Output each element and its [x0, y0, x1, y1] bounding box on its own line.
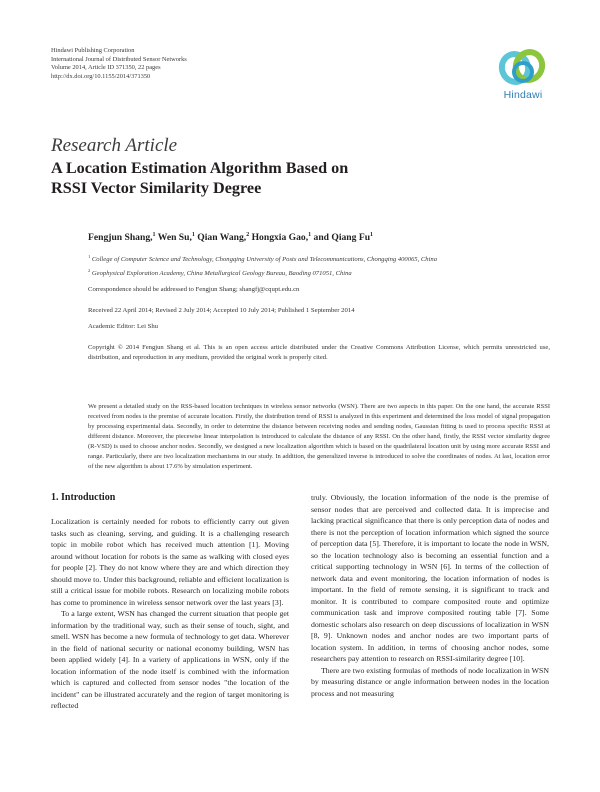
author-affil-mark: 2	[246, 232, 250, 238]
body-paragraph: To a large extent, WSN has changed the current situation that people get information by the traditional way, such as their sense of touch, sight, and smell. WSN has become a new formula of technology to get data. Wherever in the field of national security or national economy building, WSN has been applied widely [4]. In a variety of applications in WSN, only if the location information of the node itself is combined with the information which is captured and collected from sensor nodes "the location of the incident" can be illustrated accurately and the region of target monitoring is reflected	[51, 609, 289, 710]
article-dates: Received 22 April 2014; Revised 2 July 2014; Accepted 10 July 2014; Published 1 September 2014	[88, 307, 355, 314]
title-line: A Location Estimation Algorithm Based on	[51, 159, 349, 177]
author-name: Wen Su,	[157, 232, 192, 244]
article-type: Research Article	[51, 135, 178, 156]
hindawi-wordmark: Hindawi	[503, 89, 543, 101]
affiliations	[88, 252, 437, 279]
affil-number: 1	[88, 254, 91, 259]
paper-title	[51, 158, 348, 198]
copyright-notice: Copyright © 2014 Fengjun Shang et al. This is an open access article distributed under the Creative Commons Attribution License, which permits unrestricted use, distribution, and reproduction in any medium, provided the original work is properly cited.	[88, 344, 550, 361]
affil-number: 2	[88, 267, 91, 273]
author-name: Qian Wang,	[197, 232, 247, 244]
author-affil-mark: 1	[191, 232, 195, 238]
body-paragraph: truly. Obviously, the location information of the node is the premise of sensor nodes that are perceived and collected data. It is imprecise and lacking practical significance that there is only perception data of nodes and there is not the perception of location information which signed the source of perception data [5]. Therefore, it is important to locate the node in WSN, so the location technology also is becoming an essential function and a critical supporting technology in WSN [6]. In terms of the collection of network data and event monitoring, the location information of nodes is important. In the field of remote sensing, it is significant to track and monitor. It is contributed to compare composited route and optimize communication task and improve composited routing table [7]. Some domestic scholars also research on deep discussions of localization in WSN [8, 9]. Unknown nodes and anchor nodes are two important parts of location system. In addition, in terms of choosing anchor nodes, some researchers pay attention to research on RSSI-similarity degree [10].	[311, 493, 549, 663]
body-paragraph: There are two existing formulas of methods of node localization in WSN by measuring distance or angle information between nodes in the location process and not measuring	[311, 665, 549, 698]
author-affil-mark: 1	[308, 232, 312, 238]
affiliation	[88, 252, 437, 266]
hindawi-rings-icon	[497, 48, 549, 90]
title-line: RSSI Vector Similarity Degree	[51, 179, 262, 197]
volume-info: Volume 2014, Article ID 371350, 22 pages	[51, 64, 161, 72]
left-column	[51, 492, 289, 712]
journal-name: International Journal of Distributed Sensor Networks	[51, 55, 187, 63]
publication-header	[51, 47, 187, 81]
author-affil-mark: 1	[152, 232, 156, 238]
abstract: We present a detailed study on the RSS-based location techniques in wireless sensor networks (WSN). There are two aspects in this paper. On the one hand, the accurate RSSI received from nodes is the premise of accurate location. Firstly, the distribution trend of RSSI is analyzed in this experiment and determined the loss model of signal propagation by processing experimental data. Secondly, in order to determine the distance between receiving nodes and sending nodes, Gaussian fitting is used to process specific RSSI at different distance. Moreover, the piecewise linear interpolation is introduced to calculate the distance of any RSSI. On the other hand, firstly, the RSSI vector similarity degree (R-VSD) is used to choose anchor nodes. Secondly, we designed a new localization algorithm which is based on the quadrilateral location unit by using more accurate RSSI and range. Particularly, there are two localization mechanisms in our study. In addition, the generalized inverse is introduced to solve the coordinates of nodes. At last, location error of the new algorithm is about 17.6% by simulation experiment.	[88, 403, 550, 470]
publisher-name: Hindawi Publishing Corporation	[51, 47, 135, 54]
doi-link[interactable]: http://dx.doi.org/10.1155/2014/371350	[51, 72, 151, 80]
author-name: and Qiang Fu	[313, 232, 371, 244]
author-name: Hongxia Gao,	[251, 232, 309, 244]
hindawi-logo	[488, 48, 558, 106]
section-heading: 1. Introduction	[51, 492, 116, 503]
affiliation	[88, 266, 437, 280]
author-affil-mark: 1	[370, 232, 374, 238]
affil-text: Geophysical Exploration Academy, China Metallurgical Geology Bureau, Baoding 071051, China	[91, 269, 352, 277]
author-name: Fengjun Shang,	[88, 232, 153, 244]
academic-editor: Academic Editor: Lei Shu	[88, 323, 159, 330]
correspondence: Correspondence should be addressed to Fengjun Shang; shangfj@cqupt.edu.cn	[88, 286, 300, 293]
affil-text: College of Computer Science and Technology, Chongqing University of Posts and Telecommunications, Chongqing 400065, China	[91, 256, 438, 264]
body-paragraph: Localization is certainly needed for robots to efficiently carry out given tasks such as cleaning, serving, and guiding. It is a challenging research topic in mobile robot which has received much attention [1]. Moving around without location for robots is the same as walking with closed eyes for people [2]. They do not know where they are and which direction they should move to. Under this background, reliable and efficient localization is still a critical issue for mobile robots. Research on localizing mobile robots has come to prominence in wireless sensor network over the last years [3].	[51, 517, 289, 607]
author-list	[88, 232, 373, 243]
right-column	[311, 492, 549, 699]
